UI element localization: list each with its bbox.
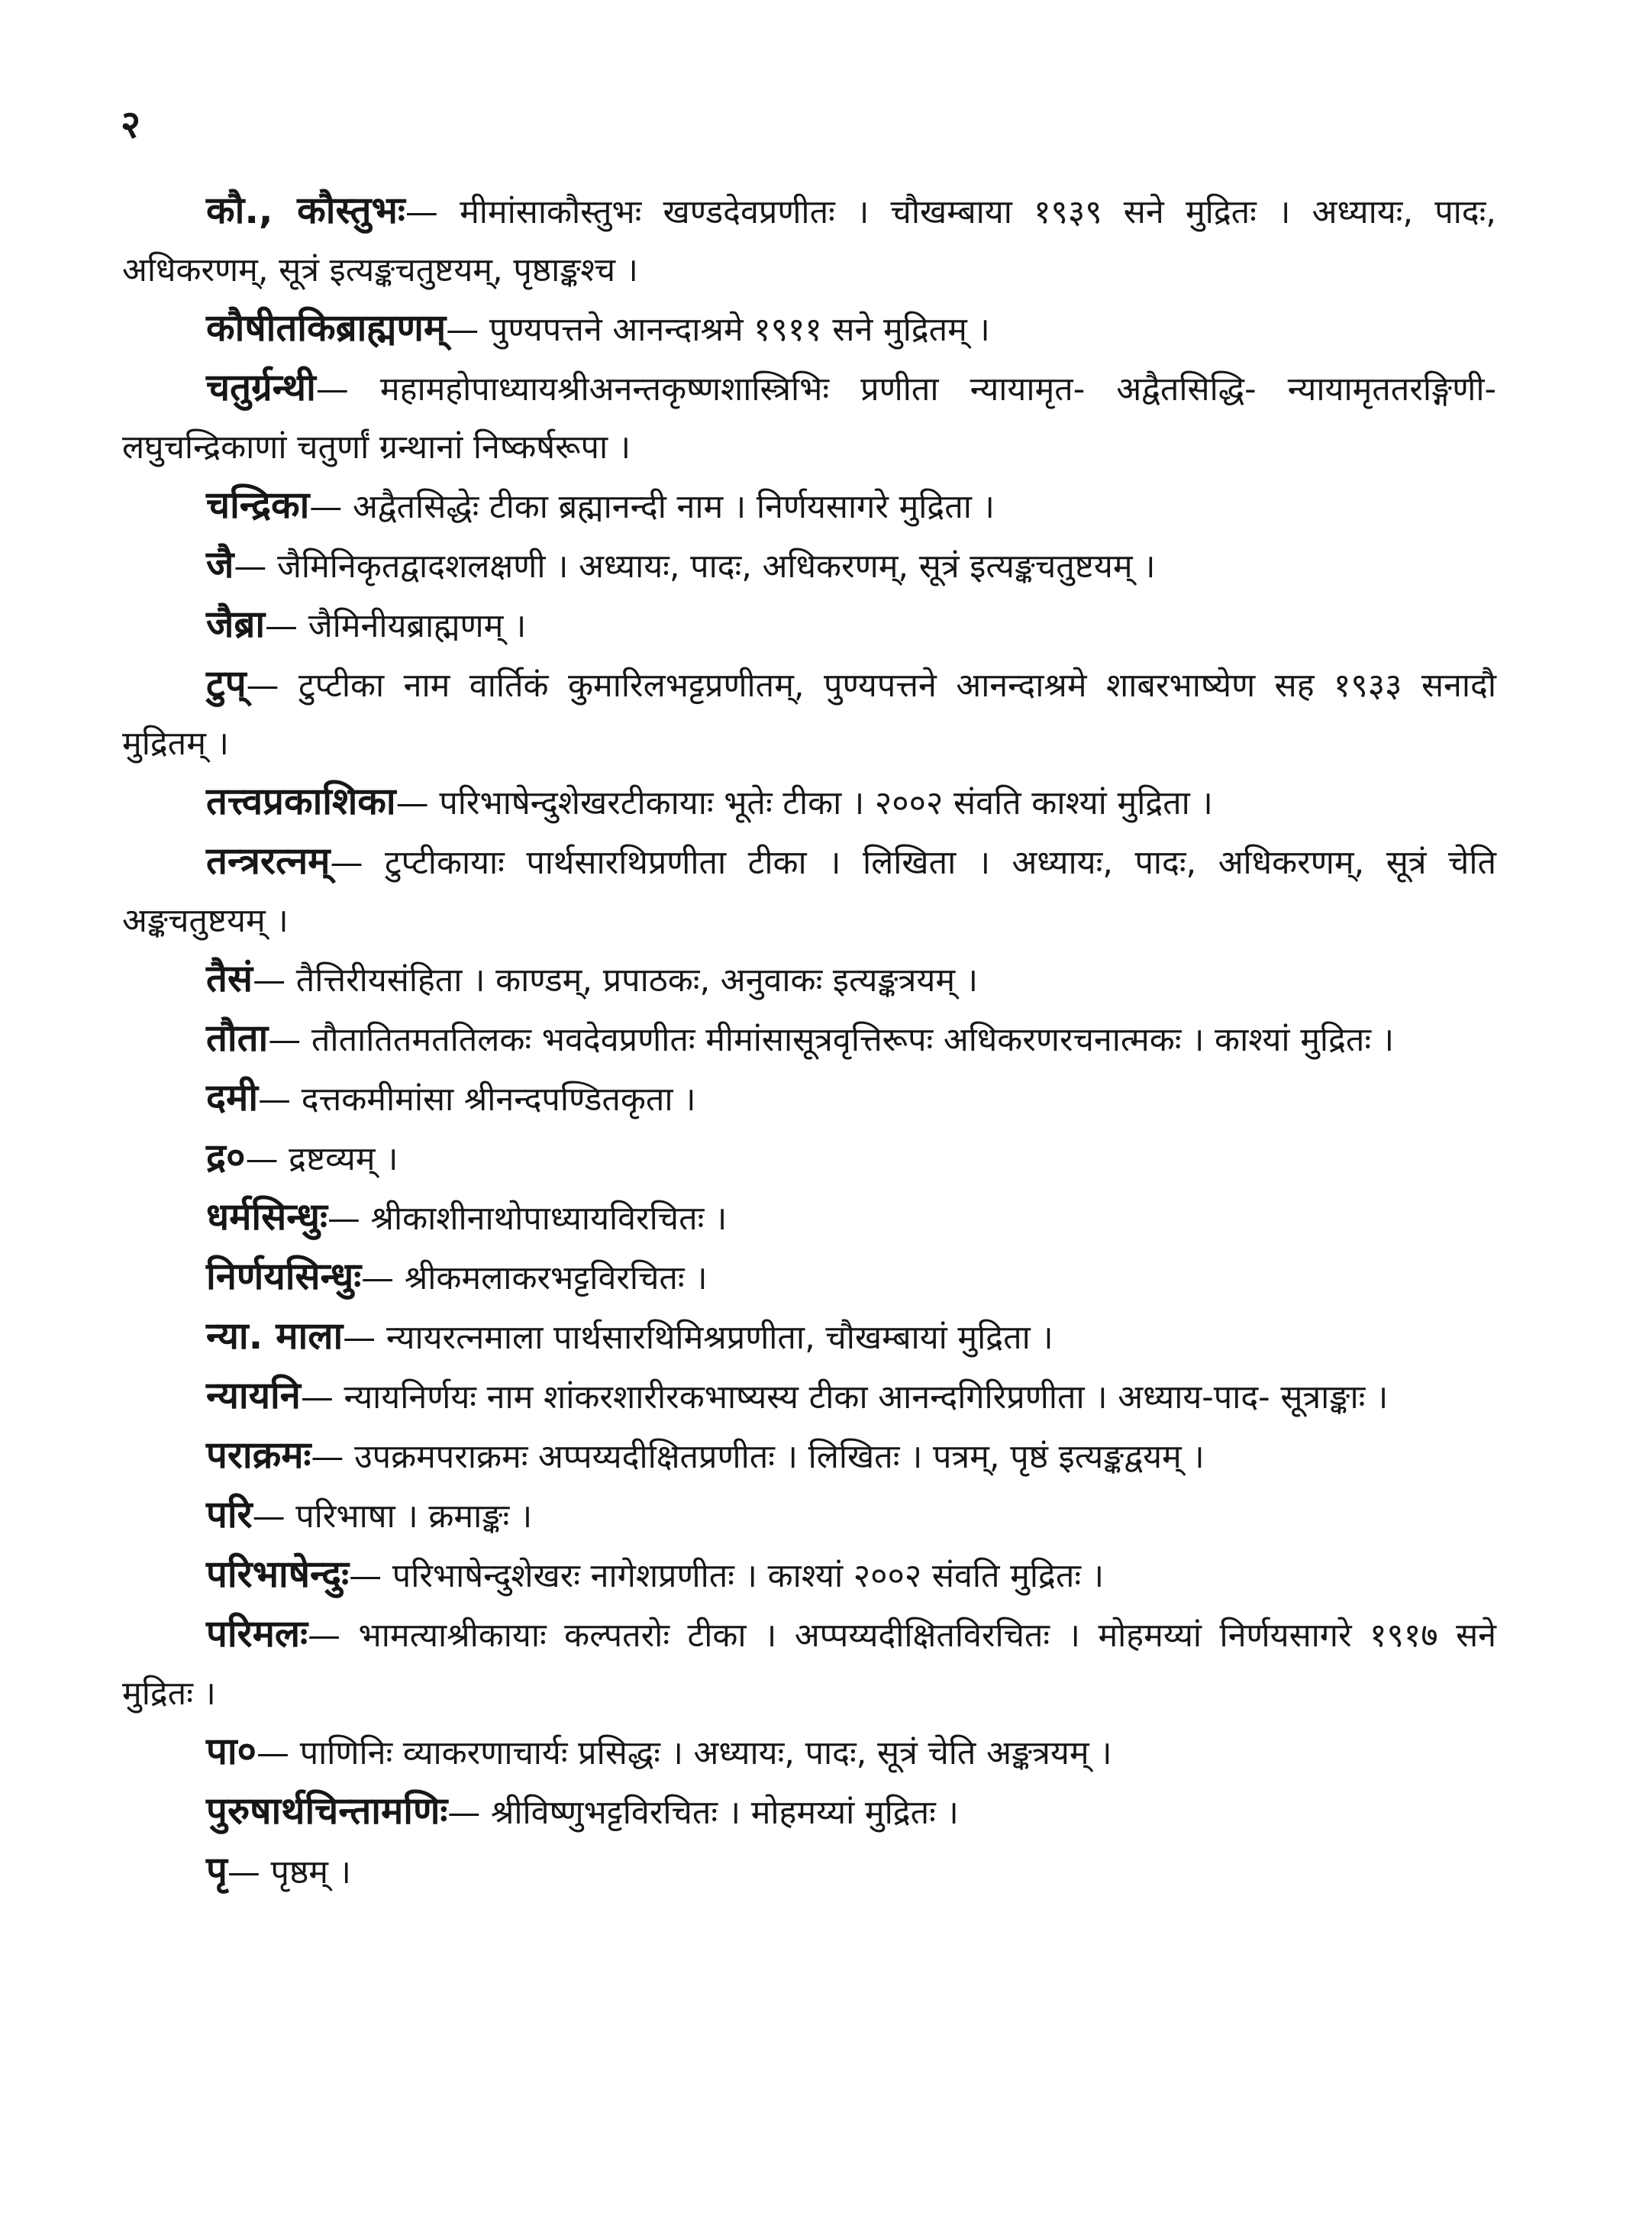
list-item: न्या. माला— न्यायरत्नमाला पार्थसारथिमिश्रप्रणीता, चौखम्बायां मुद्रिता । xyxy=(206,1314,1053,1358)
entry-term: निर्णयसिन्धुः xyxy=(206,1255,362,1298)
entry-term: जैब्रा xyxy=(206,602,266,646)
entry-description: श्रीकमलाकरभट्टविरचितः । xyxy=(404,1259,708,1297)
list-item: जै— जैमिनिकृतद्वादशलक्षणी । अध्यायः, पादः, अधिकरणम्, सूत्रं इत्यङ्कचतुष्टयम् । xyxy=(206,543,1156,586)
entry-description: श्रीकाशीनाथोपाध्यायविरचितः । xyxy=(370,1200,728,1238)
entry-description: परिभाषा । क्रमाङ्कः । xyxy=(295,1497,533,1536)
list-item: द्र०— द्रष्टव्यम् । xyxy=(206,1135,398,1179)
entry-description: द्रष्टव्यम् । xyxy=(289,1140,398,1178)
entry-term: न्यायनि xyxy=(206,1374,301,1417)
entry-term: दमी xyxy=(206,1076,259,1119)
list-item: पा०— पाणिनिः व्याकरणाचार्यः प्रसिद्धः । अध्यायः, पादः, सूत्रं चेति अङ्कत्रयम् । xyxy=(206,1730,1112,1773)
list-item: तन्त्ररत्नम्— टुप्टीकायाः पार्थसारथिप्रणीता टीका । लिखिता । अध्यायः, पादः, अधिकरणम्, सूत्रं चेति अङ्कचतुष्टयम् । xyxy=(122,839,1496,940)
list-item: जैब्रा— जैमिनीयब्राह्मणम् । xyxy=(206,602,527,646)
entry-term: तैसं xyxy=(206,957,253,1000)
entry-description: पाणिनिः व्याकरणाचार्यः प्रसिद्धः । अध्यायः, पादः, सूत्रं चेति अङ्कत्रयम् । xyxy=(299,1734,1112,1772)
list-item: कौषीतकिब्राह्मणम्— पुण्यपत्तने आनन्दाश्रमे १९११ सने मुद्रितम् । xyxy=(206,306,990,350)
entry-term: तन्त्ररत्नम् xyxy=(206,839,331,883)
entry-description: तौतातितमततिलकः भवदेवप्रणीतः मीमांसासूत्रवृत्तिरूपः अधिकरणरचनात्मकः । काश्यां मुद्रितः । xyxy=(311,1021,1395,1059)
entry-description: पृष्ठम् । xyxy=(270,1853,351,1891)
entry-description: अद्वैतसिद्धेः टीका ब्रह्मानन्दी नाम । निर्णयसागरे मुद्रिता । xyxy=(352,488,995,526)
entry-term: पराक्रमः xyxy=(206,1433,311,1477)
list-item: निर्णयसिन्धुः— श्रीकमलाकरभट्टविरचितः । xyxy=(206,1255,708,1298)
entry-description: न्यायरत्नमाला पार्थसारथिमिश्रप्रणीता, चौखम्बायां मुद्रिता । xyxy=(386,1319,1053,1357)
entry-term: टुप् xyxy=(206,662,247,706)
entry-term: जै xyxy=(206,543,234,586)
entry-term: कौषीतकिब्राह्मणम् xyxy=(206,306,447,350)
entry-term: पुरुषार्थचिन्तामणिः xyxy=(206,1789,448,1833)
list-item: पुरुषार्थचिन्तामणिः— श्रीविष्णुभट्टविरचितः । मोहमय्यां मुद्रितः । xyxy=(206,1789,959,1833)
entry-term: न्या. माला xyxy=(206,1314,344,1358)
entry-description: टुप्टीका नाम वार्तिकं कुमारिलभट्टप्रणीतम्, पुण्यपत्तने आनन्दाश्रमे शाबरभाष्येण सह १९३३ सनादौ मुद्रितम् । xyxy=(122,667,1497,763)
list-item: टुप्— टुप्टीका नाम वार्तिकं कुमारिलभट्टप्रणीतम्, पुण्यपत्तने आनन्दाश्रमे शाबरभाष्येण सह १९३३ सनादौ मुद्रितम् । xyxy=(122,662,1497,763)
entry-term: परिभाषेन्दुः xyxy=(206,1552,350,1596)
list-item: पराक्रमः— उपक्रमपराक्रमः अप्पय्यदीक्षितप्रणीतः । लिखितः । पत्रम्, पृष्ठं इत्यङ्कद्वयम् । xyxy=(206,1433,1205,1477)
list-item: चन्द्रिका— अद्वैतसिद्धेः टीका ब्रह्मानन्दी नाम । निर्णयसागरे मुद्रिता । xyxy=(206,483,995,527)
entry-description: तैत्तिरीयसंहिता । काण्डम्, प्रपाठकः, अनुवाकः इत्यङ्कत्रयम् । xyxy=(295,961,979,1000)
entry-description: श्रीविष्णुभट्टविरचितः । मोहमय्यां मुद्रितः । xyxy=(490,1794,959,1832)
entry-description: मीमांसाकौस्तुभः खण्डदेवप्रणीतः । चौखम्बाया १९३९ सने मुद्रितः । अध्यायः, पादः, अधिकरणम्, सूत्रं इत्यङ्कचतुष्टयम्, पृष्ठाङ्कश्च । xyxy=(122,193,1496,289)
list-item: परि— परिभाषा । क्रमाङ्कः । xyxy=(206,1493,533,1536)
entry-term: द्र० xyxy=(206,1135,246,1179)
list-item: पृ— पृष्ठम् । xyxy=(206,1849,351,1892)
list-item: दमी— दत्तकमीमांसा श्रीनन्दपण्डितकृता । xyxy=(206,1076,696,1119)
list-item: न्यायनि— न्यायनिर्णयः नाम शांकरशारीरकभाष्यस्य टीका आनन्दगिरिप्रणीता । अध्याय-पाद- सूत्राङ्काः । xyxy=(206,1374,1389,1417)
entry-description: जैमिनिकृतद्वादशलक्षणी । अध्यायः, पादः, अधिकरणम्, सूत्रं इत्यङ्कचतुष्टयम् । xyxy=(277,548,1156,586)
entry-description: उपक्रमपराक्रमः अप्पय्यदीक्षितप्रणीतः । लिखितः । पत्रम्, पृष्ठं इत्यङ्कद्वयम् । xyxy=(354,1438,1205,1476)
entry-term: कौ., कौस्तुभः xyxy=(206,189,405,232)
entry-description: पुण्यपत्तने आनन्दाश्रमे १९११ सने मुद्रितम् । xyxy=(489,311,990,349)
list-item: तत्त्वप्रकाशिका— परिभाषेन्दुशेखरटीकायाः भूतेः टीका । २००२ संवति काश्यां मुद्रिता । xyxy=(206,780,1213,823)
entry-description: दत्तकमीमांसा श्रीनन्दपण्डितकृता । xyxy=(301,1081,696,1119)
entry-description: महामहोपाध्यायश्रीअनन्तकृष्णशास्त्रिभिः प्रणीता न्यायामृत- अद्वैतसिद्धि- न्यायामृततरङ्गिणी- लघुचन्द्रिकाणां चतुर्णां ग्रन्थानां निष्कर्षरूपा । xyxy=(122,370,1497,467)
entry-term: परि xyxy=(206,1493,253,1536)
entry-term: परिमलः xyxy=(206,1612,308,1656)
list-item: परिमलः— भामत्याश्रीकायाः कल्पतरोः टीका । अप्पय्यदीक्षितविरचितः । मोहमय्यां निर्णयसागरे १९१७ सने मुद्रितः । xyxy=(122,1612,1497,1713)
entry-term: तत्त्वप्रकाशिका xyxy=(206,780,396,823)
entry-description: टुप्टीकायाः पार्थसारथिप्रणीता टीका । लिखिता । अध्यायः, पादः, अधिकरणम्, सूत्रं चेति अङ्कचतुष्टयम् । xyxy=(122,844,1496,940)
page-number: २ xyxy=(121,102,140,147)
entry-term: तौता xyxy=(206,1016,269,1060)
entry-term: पा० xyxy=(206,1730,257,1773)
entry-term: चतुर्ग्रन्थी xyxy=(206,366,316,409)
entry-description: परिभाषेन्दुशेखरटीकायाः भूतेः टीका । २००२ संवति काश्यां मुद्रिता । xyxy=(439,784,1213,822)
abbreviation-list xyxy=(122,182,1496,1901)
entry-term: धर्मसिन्धुः xyxy=(206,1195,327,1239)
entry-description: न्यायनिर्णयः नाम शांकरशारीरकभाष्यस्य टीका आनन्दगिरिप्रणीता । अध्याय-पाद- सूत्राङ्काः । xyxy=(344,1378,1389,1417)
list-item: परिभाषेन्दुः— परिभाषेन्दुशेखरः नागेशप्रणीतः । काश्यां २००२ संवति मुद्रितः । xyxy=(206,1552,1105,1596)
entry-description: परिभाषेन्दुशेखरः नागेशप्रणीतः । काश्यां २००२ संवति मुद्रितः । xyxy=(392,1557,1105,1595)
entry-description: भामत्याश्रीकायाः कल्पतरोः टीका । अप्पय्यदीक्षितविरचितः । मोहमय्यां निर्णयसागरे १९१७ सने मुद्रितः । xyxy=(122,1617,1497,1713)
list-item: तौता— तौतातितमततिलकः भवदेवप्रणीतः मीमांसासूत्रवृत्तिरूपः अधिकरणरचनात्मकः । काश्यां मुद्रितः । xyxy=(206,1016,1395,1060)
entry-term: पृ xyxy=(206,1849,227,1892)
list-item: तैसं— तैत्तिरीयसंहिता । काण्डम्, प्रपाठकः, अनुवाकः इत्यङ्कत्रयम् । xyxy=(206,957,979,1000)
list-item: धर्मसिन्धुः— श्रीकाशीनाथोपाध्यायविरचितः । xyxy=(206,1195,728,1239)
list-item: चतुर्ग्रन्थी— महामहोपाध्यायश्रीअनन्तकृष्णशास्त्रिभिः प्रणीता न्यायामृत- अद्वैतसिद्धि- न्यायामृततरङ्गिणी- लघुचन्द्रिकाणां चतुर्णां ग्रन्थानां निष्कर्षरूपा । xyxy=(122,366,1497,467)
entry-description: जैमिनीयब्राह्मणम् । xyxy=(308,607,527,645)
entry-term: चन्द्रिका xyxy=(206,483,310,527)
list-item: कौ., कौस्तुभः— मीमांसाकौस्तुभः खण्डदेवप्रणीतः । चौखम्बाया १९३९ सने मुद्रितः । अध्यायः, पादः, अधिकरणम्, सूत्रं इत्यङ्कचतुष्टयम्, पृष्ठाङ्कश्च । xyxy=(122,189,1496,289)
